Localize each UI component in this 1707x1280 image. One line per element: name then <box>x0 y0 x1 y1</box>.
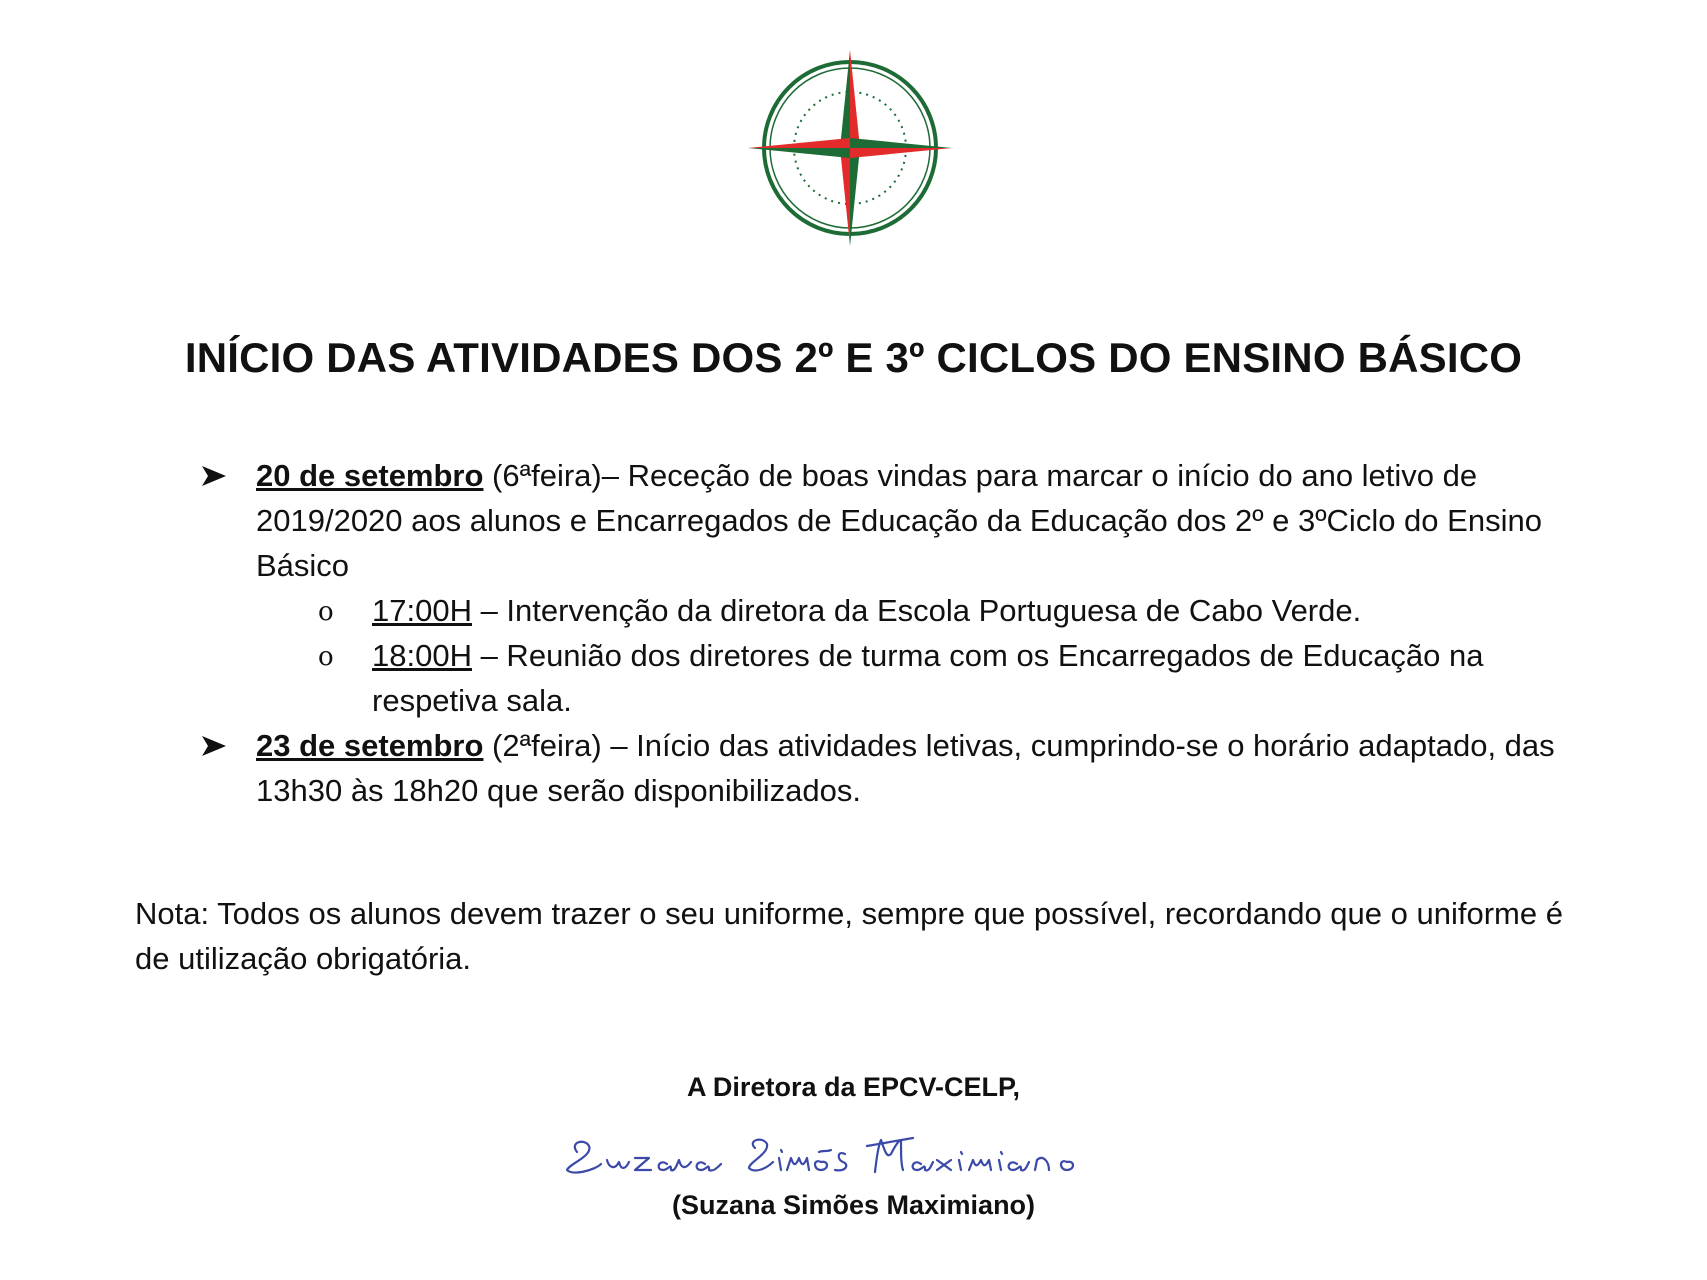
list-item <box>190 723 1590 813</box>
signatory-name: (Suzana Simões Maximiano) <box>671 1190 1036 1220</box>
list-item <box>190 453 1590 588</box>
event-description: (6ªfeira)– Receção de boas vindas para marcar o início do ano letivo de 2019/2020 aos alunos e Encarregados de Educação da Educação dos 2º e 3ºCiclo do Ensino Básico <box>256 458 1542 583</box>
event-description: (2ªfeira) – Início das atividades letivas, cumprindo-se o horário adaptado, das 13h30 às 18h20 que serão disponibilizados. <box>256 728 1555 808</box>
page-title: INÍCIO DAS ATIVIDADES DOS 2º E 3º CICLOS DO ENSINO BÁSICO <box>184 334 1523 381</box>
event-time: 17:00H <box>372 593 472 628</box>
list-subitem <box>190 588 1590 633</box>
event-date: 23 de setembro <box>256 728 484 763</box>
arrow-bullet-icon <box>200 453 228 498</box>
event-list <box>190 453 1590 813</box>
subitem-description: – Intervenção da diretora da Escola Portuguesa de Cabo Verde. <box>471 593 1362 628</box>
circle-bullet-icon: o <box>318 642 334 672</box>
event-date: 20 de setembro <box>256 458 484 493</box>
list-subitem <box>190 633 1590 723</box>
subitem-description: – Reunião dos diretores de turma com os Encarregados de Educação na respetiva sala. <box>372 638 1484 718</box>
handwritten-signature <box>555 1124 1145 1184</box>
note-paragraph: Nota: Todos os alunos devem trazer o seu uniforme, sempre que possível, recordando que o uniforme é de utilização obrigatória. <box>135 896 1563 976</box>
circle-bullet-icon: o <box>318 597 334 627</box>
event-time: 18:00H <box>372 638 472 673</box>
compass-rose-logo <box>744 50 956 246</box>
signatory-role: A Diretora da EPCV-CELP, <box>686 1072 1021 1102</box>
arrow-bullet-icon <box>200 723 228 768</box>
